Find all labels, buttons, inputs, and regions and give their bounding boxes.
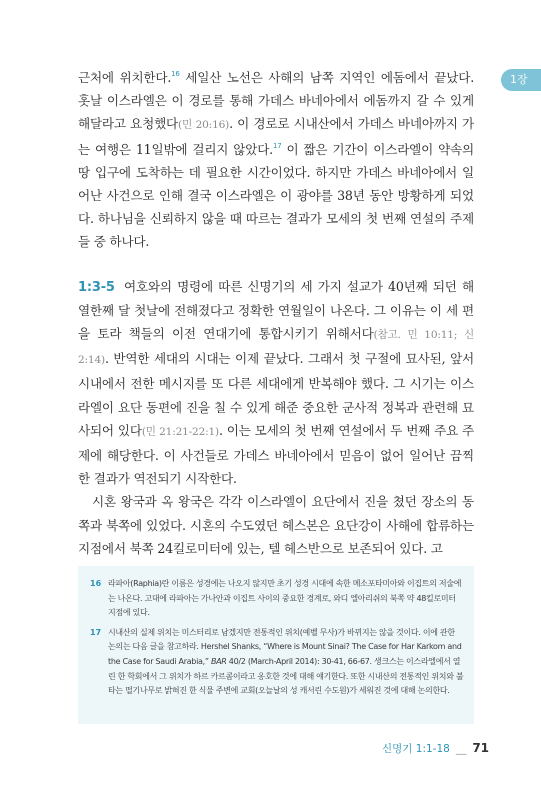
paragraph-1-text: 세일산 노선은 사해의 남쪽 지역인 에돔에서 끝났다. 홋날 이스라엘은 이 경로를 통해 가데스 바네아에서 에돔까지 갈 수 있게 해달라고 요청했다 [78, 70, 474, 132]
page-footer [382, 741, 489, 756]
scripture-reference: (참고. 민 10:11; 신 2:14) [78, 329, 474, 367]
main-text [78, 66, 474, 560]
footnote-marker-17[interactable]: 17 [272, 141, 282, 150]
scripture-reference: (민 21:21-22:1) [141, 425, 219, 438]
section-gap [78, 254, 474, 275]
paragraph-1-text: 근처에 위치한다. [78, 70, 172, 85]
page-number: 71 [472, 741, 490, 755]
paragraph-3: 시혼 왕국과 옥 왕국은 각각 이스라엘이 요단에서 진을 쳤던 장소의 동쪽과 북쪽에 있었다. 시혼의 수도였던 헤스본은 요단강이 사해에 합류하는 지점에서 북쪽 24킬로미터에 있는, 텔 헤스반으로 보존되어 있다. 고 [78, 494, 474, 556]
footnote-17 [90, 626, 464, 699]
footnote-number: 16 [90, 579, 102, 588]
section-verse-number: 1:3-5 [78, 279, 115, 295]
section-text: . 이는 모세의 첫 번째 연설에서 두 번째 주요 주제에 해당한다. 이 사건들로 가데스 바네아에서 믿음이 없어 일어난 끔찍한 결과가 역전되기 시작한다. [78, 422, 474, 487]
footnote-16 [90, 577, 464, 621]
footnote-number: 17 [90, 627, 102, 637]
footnote-marker-16[interactable]: 16 [171, 70, 180, 78]
paragraph-1 [78, 66, 474, 254]
section-text: 여호와의 명령에 따른 신명기의 세 가지 설교가 40년째 되던 해 열한째 달 첫날에 전해졌다고 정확한 연월일이 나온다. 그 이유는 이 세 편을 토라 책들의 이전 연대기에 통합시키기 위해서다 [78, 278, 474, 342]
footnote-text-part: 시내산의 실제 위치는 미스터리로 남겠지만 전통적인 위치(예벨 무사)가 바뀌지는 않을 것이다. 이에 관한 논의는 다음 글을 참고하라. Hershel Shanks, “Where is Mount Sinai? The Case for Har Karkom and the Case for Saudi Arabia,” [108, 627, 462, 666]
paragraph-1-text: 이 짧은 기간이 이스라엘이 약속의 땅 입구에 도착하는 데 필요한 시간이었다. 하지만 가데스 바네아에서 일어난 사건으로 인해 결국 이스라엘은 이 광야를 38년 동안 방황하게 되었다. 하나님을 신뢰하지 않을 때 따르는 결과가 모세의 첫 번째 연설의 주제들 중 하나다. [78, 141, 474, 250]
section-text: . 반역한 세대의 시대는 이제 끝났다. 그래서 첫 구절에 묘사된, 앞서 시내에서 전한 메시지를 또 다른 세대에게 반복해야 했다. 그 시기는 이스라엘이 요단 동편에 진을 칠 수 있게 해준 중요한 군사적 정복과 관련해 묘사되어 있다 [78, 351, 474, 438]
paragraph-1-text: . 이 경로로 시내산에서 가데스 바네아까지 가는 여행은 11일밖에 걸리지 않았다. [78, 116, 474, 157]
section-paragraph [78, 275, 474, 491]
footnotes-box [78, 566, 474, 724]
footer-separator: __ [455, 743, 467, 755]
scripture-reference: (민 20:16) [178, 119, 230, 132]
footnote-text-part: 40/2 (March-April 2014): 30-41, 66-67. 생크스는 이스라엘에서 열린 한 학회에서 그 위치가 하르 카르콤이라고 옹호한 것에 대해 얘기한다. 또한 시내산의 전통적인 위치와 불타는 떨기나무로 밝혀진 한 식물 주변에 교회(오늘날의 성 캐서린 수도원)가 세워진 것에 대해 논의한다. [108, 656, 464, 696]
journal-title: BAR [210, 656, 227, 666]
footnote-text: 라파아(Raphia)란 이름은 성경에는 나오지 않지만 초기 성경 시대에 속한 메소포타미아와 이집트의 저술에는 나온다. 고대에 라파아는 가나안과 이집트 사이의 중요한 경계로, 와디 엘아리쉬의 북쪽 약 48킬로미터 지점에 있다. [108, 579, 462, 618]
footnote-text [108, 626, 464, 699]
running-footer-book: 신명기 1:1-18 [382, 743, 450, 755]
chapter-side-tab: 1장 [501, 69, 541, 91]
